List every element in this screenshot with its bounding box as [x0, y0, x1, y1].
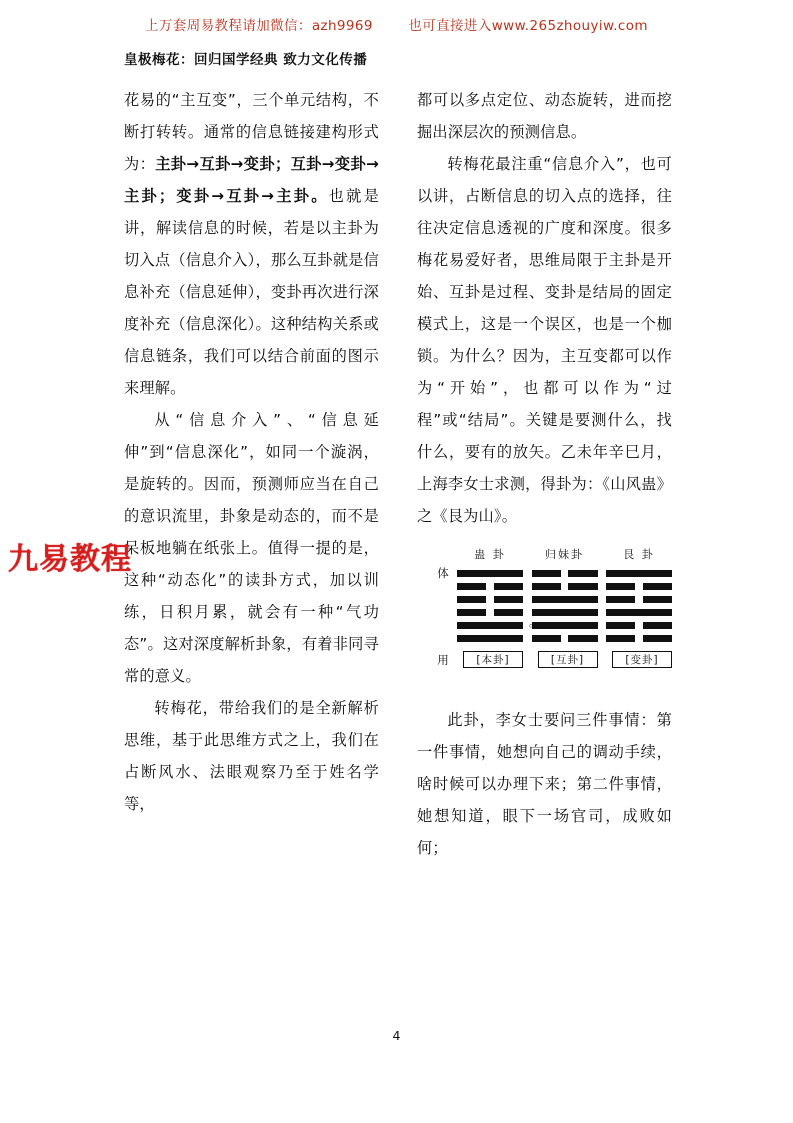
hexagram-caption-0: [本卦] — [463, 651, 523, 668]
hexagram-line — [606, 583, 672, 590]
hexagram-middle-mark: 。 — [529, 616, 540, 629]
running-header: 皇极梅花：回归国学经典 致力文化传播 — [124, 52, 368, 68]
hexagram-line — [532, 570, 598, 577]
hexagram-set-2 — [606, 566, 672, 668]
hexagram-line — [606, 622, 672, 629]
logo-watermark: 九易教程 — [8, 542, 132, 577]
hexagram-side-label-ti: 体 — [437, 566, 449, 580]
hexagram-sets — [457, 566, 672, 668]
hexagram-line — [457, 609, 523, 616]
hexagram-line — [457, 635, 523, 642]
top-watermark-banner — [0, 14, 793, 34]
left-paragraph-1 — [124, 84, 379, 404]
hexagram-line — [457, 583, 523, 590]
left-p1-bold: 主卦→互卦→变卦；互卦→变卦→主卦；变卦→互卦→主卦。 — [124, 155, 379, 205]
hexagram-line — [606, 635, 672, 642]
hexagram-line — [457, 596, 523, 603]
banner-left-text: 上万套周易教程请加微信：azh9969 — [145, 18, 373, 34]
hexagram-set-0 — [457, 566, 523, 668]
left-paragraph-2: 从“信息介入”、“信息延伸”到“信息深化”，如同一个漩涡，是旋转的。因而，预测师应当在自己的意识流里，卦象是动态的，而不是呆板地躺在纸张上。值得一提的是，这种“动态化”的读卦方式，加以训练，日积月累，就会有一种“气功态”。这对深度解析卦象，有着非同寻常的意义。 — [124, 411, 379, 685]
left-p1-part1: 花易的“主互变”，三个单元结构，不断打转转。通常的信息链接建构形式为： — [124, 91, 379, 173]
hexagram-caption-1: [互卦] — [538, 651, 598, 668]
hexagram-line — [457, 570, 523, 577]
page-number: 4 — [392, 1028, 401, 1043]
hexagram-titles — [457, 546, 672, 562]
hexagram-line — [532, 609, 598, 616]
body-columns — [124, 84, 672, 984]
left-paragraph-3: 转梅花，带给我们的是全新解析思维，基于此思维方式之上，我们在占断风水、法眼观察乃至于姓名学等， — [124, 699, 379, 813]
left-column — [124, 84, 379, 820]
hexagram-line — [606, 596, 672, 603]
hexagram-line — [532, 622, 598, 629]
right-paragraph-2: 转梅花最注重“信息介入”，也可以讲，占断信息的切入点的选择，往往决定信息透视的广度和深度。很多梅花易爱好者，思维局限于主卦是开始、互卦是过程、变卦是结局的固定模式上，这是一个误区，也是一个枷锁。为什么？因为，主互变都可以作为“开始”，也都可以作为“过程”或“结局”。关键是要测什么，找什么，要有的放矢。乙未年辛巳月，上海李女士求测，得卦为：《山风蛊》之《艮为山》。 — [417, 155, 672, 525]
hexagram-figure — [417, 546, 672, 694]
hexagram-side-labels — [435, 568, 451, 666]
hexagram-line — [606, 570, 672, 577]
hexagram-lines-2 — [606, 566, 672, 646]
hexagram-title-1: 归妹卦 — [545, 548, 584, 561]
right-paragraph-1: 都可以多点定位、动态旋转，进而挖掘出深层次的预测信息。 — [417, 91, 672, 141]
right-paragraph-3: 此卦，李女士要问三件事情：第一件事情，她想向自己的调动手续，啥时候可以办理下来；第二件事情，她想知道，眼下一场官司，成败如何； — [417, 711, 672, 857]
hexagram-line — [457, 622, 523, 629]
hexagram-side-label-yong: 用 — [437, 652, 449, 667]
hexagram-line — [532, 596, 598, 603]
hexagram-lines-0 — [457, 566, 523, 646]
hexagram-line — [606, 609, 672, 616]
hexagram-title-2: 艮 卦 — [623, 548, 655, 561]
hexagram-title-0: 蛊 卦 — [474, 548, 506, 561]
hexagram-set-1 — [532, 566, 598, 668]
hexagram-line — [532, 583, 598, 590]
hexagram-caption-2: [变卦] — [612, 651, 672, 668]
right-column — [417, 84, 672, 864]
left-p1-part2: 也就是讲，解读信息的时候，若是以主卦为切入点（信息介入），那么互卦就是信息补充（信息延伸），变卦再次进行深度补充（信息深化）。这种结构关系或信息链条，我们可以结合前面的图示来理解。 — [124, 187, 379, 397]
hexagram-lines-1 — [532, 566, 598, 646]
hexagram-line — [532, 635, 598, 642]
banner-right-text: 也可直接进入www.265zhouyiw.com — [408, 18, 648, 34]
